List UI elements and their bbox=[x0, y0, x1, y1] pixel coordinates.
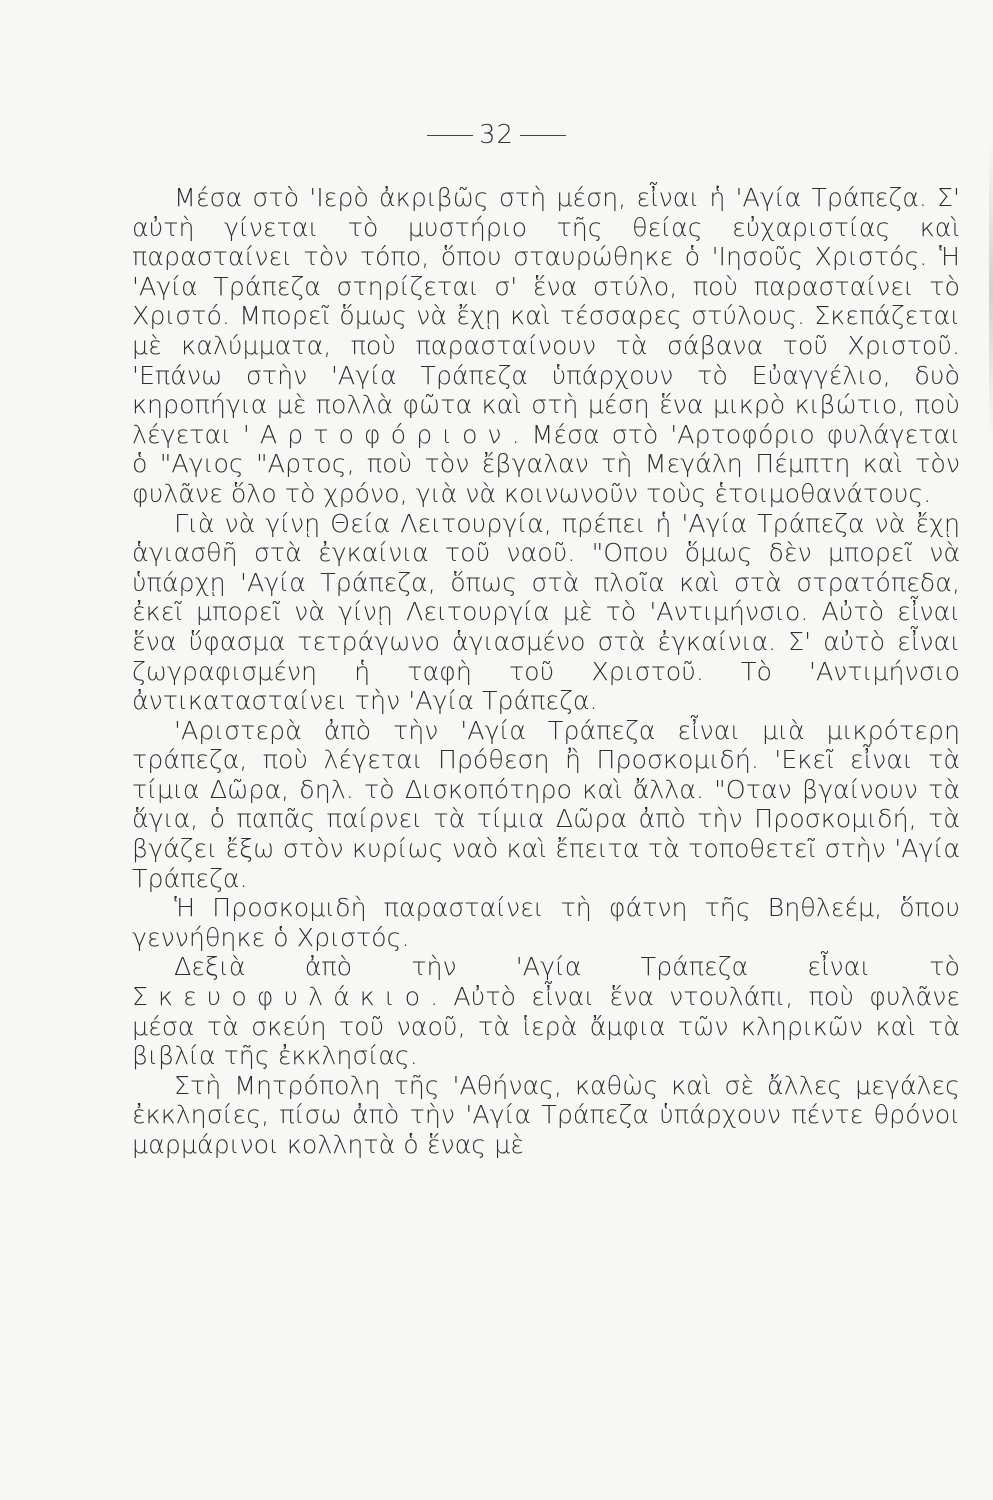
term-skeuophylakio: Σκευοφυλάκιο bbox=[132, 982, 431, 1012]
paragraph-2: Γιὰ νὰ γίνῃ Θεία Λειτουργία, πρέπει ἡ 'Αγία Τράπεζα νὰ ἔχῃ ἁγιασθῆ στὰ ἐγκαίνια τοῦ ναοῦ. "Οπου ὅμως δὲν μπορεῖ νὰ ὑπάρχῃ 'Αγία Τράπεζα, ὅπως στὰ πλοῖα καὶ στὰ στρατόπεδα, ἐκεῖ μπορεῖ νὰ γίνῃ Λειτουργία μὲ τὸ 'Αντιμήνσιο. Αὐτὸ εἶναι ἕνα ὕφασμα τετράγωνο ἁγιασμένο στὰ ἐγκαίνια. Σ' αὐτὸ εἶναι ζωγραφισμένη ἡ ταφὴ τοῦ Χριστοῦ. Τὸ 'Αντιμήνσιο ἀντικατασταίνει τὴν 'Αγία Τράπεζα. bbox=[132, 508, 960, 716]
paragraph-5-continuation: . Αὐτὸ εἶναι ἕνα ντουλάπι, ποὺ φυλᾶνε μέσα τὰ σκεύη τοῦ ναοῦ, τὰ ἱερὰ ἄμφια τῶν κληρικῶν καὶ τὰ βιβλία τῆς ἐκκλησίας. bbox=[132, 982, 960, 1071]
body-text bbox=[132, 183, 960, 1160]
paragraph-1-continuation: . Μέσα στὸ 'Αρτοφόριο φυλάγεται ὁ "Αγιος "Αρτος, ποὺ τὸν ἔβγαλαν τὴ Μεγάλη Πέμπτη καὶ τὸν φυλᾶνε ὅλο τὸ χρόνο, γιὰ νὰ κοινωνοῦν τοὺς ἑτοιμοθανάτους. bbox=[132, 419, 960, 508]
page-number-right-dash bbox=[520, 135, 566, 136]
term-artophorion: 'Αρτοφόριον bbox=[242, 419, 512, 449]
paragraph-5 bbox=[132, 952, 960, 1070]
page-number-value: 32 bbox=[478, 120, 515, 150]
paragraph-4: Ἡ Προσκομιδὴ παρασταίνει τὴ φάτνη τῆς Βηθλεέμ, ὅπου γεννήθηκε ὁ Χριστός. bbox=[132, 893, 960, 952]
paragraph-5-text: Δεξιὰ ἀπὸ τὴν 'Αγία Τράπεζα εἶναι τὸ bbox=[174, 952, 960, 982]
paragraph-1-text: Μέσα στὸ 'Ιερὸ ἀκριβῶς στὴ μέση, εἶναι ἡ 'Αγία Τράπεζα. Σ' αὐτὴ γίνεται τὸ μυστήριο τῆς θείας εὐχαριστίας καὶ παρασταίνει τὸν τόπο, ὅπου σταυρώθηκε ὁ 'Ιησοῦς Χριστός. Ἡ 'Αγία Τράπεζα στηρίζεται σ' ἕνα στύλο, ποὺ παρασταίνει τὸ Χριστό. Μπορεῖ ὅμως νὰ ἔχῃ καὶ τέσσαρες στύλους. Σκεπάζεται μὲ καλύμματα, ποὺ παρασταίνουν τὰ σάβανα τοῦ Χριστοῦ. 'Επάνω στὴν 'Αγία Τράπεζα ὑπάρχουν τὸ Εὐαγγέλιο, δυὸ κηροπήγια μὲ πολλὰ φῶτα καὶ στὴ μέση ἕνα μικρὸ κιβώτιο, ποὺ λέγεται bbox=[132, 183, 960, 449]
paragraph-1 bbox=[132, 183, 960, 509]
page-edge-shadow bbox=[989, 140, 993, 440]
page-number-left-dash bbox=[427, 135, 473, 136]
paragraph-3: 'Αριστερὰ ἀπὸ τὴν 'Αγία Τράπεζα εἶναι μιὰ μικρότερη τράπεζα, ποὺ λέγεται Πρόθεση ἢ Προσκομιδή. 'Εκεῖ εἶναι τὰ τίμια Δῶρα, δηλ. τὸ Δισκοπότηρο καὶ ἄλλα. "Οταν βγαίνουν τὰ ἅγια, ὁ παπᾶς παίρνει τὰ τίμια Δῶρα ἀπὸ τὴν Προσκομιδή, τὰ βγάζει ἔξω στὸν κυρίως ναὸ καὶ ἔπειτα τὰ τοποθετεῖ στὴν 'Αγία Τράπεζα. bbox=[132, 715, 960, 893]
paragraph-6: Στὴ Μητρόπολη τῆς 'Αθήνας, καθὼς καὶ σὲ ἄλλες μεγάλες ἐκκλησίες, πίσω ἀπὸ τὴν 'Αγία Τράπεζα ὑπάρχουν πέντε θρόνοι μαρμάρινοι κολλητὰ ὁ ἕνας μὲ bbox=[132, 1070, 960, 1159]
page-number bbox=[0, 120, 993, 150]
